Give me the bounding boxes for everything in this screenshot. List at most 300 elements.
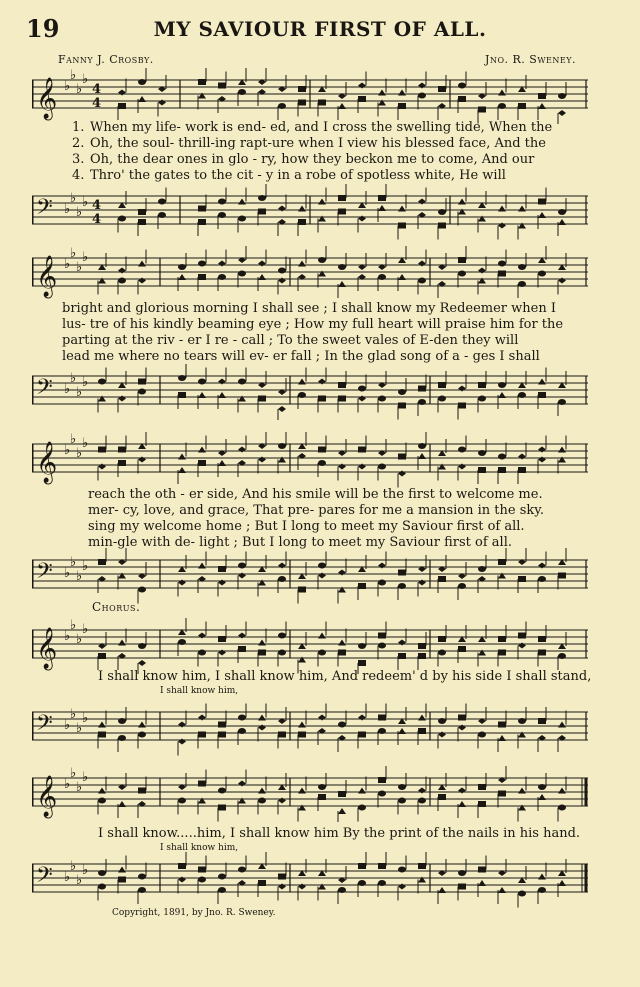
note-head	[338, 791, 346, 797]
note-head	[178, 798, 186, 804]
note-head	[418, 443, 426, 449]
note-head	[238, 646, 246, 652]
note-head	[518, 206, 526, 212]
note-head	[118, 867, 126, 873]
note-head	[138, 887, 146, 893]
note-head	[298, 732, 306, 738]
note-head	[338, 281, 346, 287]
note-head	[378, 90, 386, 96]
note-head	[238, 798, 246, 804]
note-head	[458, 271, 466, 277]
note-head	[338, 103, 346, 109]
flat-icon: ♭	[76, 632, 83, 647]
treble-clef-icon: 𝄞	[36, 256, 58, 297]
flat-icon: ♭	[76, 205, 83, 220]
verse-4-line-3: min-gle with de- light ; But I long to meet my Saviour first of all.	[88, 535, 512, 550]
note-head	[158, 100, 166, 106]
note-head	[398, 454, 406, 460]
note-head	[398, 206, 406, 212]
note-head	[558, 880, 566, 886]
treble-staff	[32, 618, 588, 674]
note-head	[138, 79, 146, 85]
note-head	[278, 278, 286, 284]
note-head	[118, 735, 126, 741]
note-head	[538, 93, 546, 99]
note-head	[398, 471, 406, 477]
verse-3-line-1	[72, 152, 534, 168]
note-head	[538, 636, 546, 642]
note-head	[318, 100, 326, 106]
note-head	[538, 784, 546, 790]
note-head	[238, 379, 246, 385]
note-head	[218, 83, 226, 89]
note-head	[318, 715, 326, 721]
note-head	[98, 464, 106, 470]
note-head	[418, 728, 426, 734]
note-head	[358, 788, 366, 794]
note-head	[438, 794, 446, 800]
composer-credit: Jno. R. Sweney.	[485, 53, 576, 66]
note-head	[98, 396, 106, 402]
note-head	[178, 392, 186, 398]
note-head	[158, 212, 166, 218]
treble-staff	[32, 68, 588, 124]
note-head	[118, 718, 126, 724]
flat-icon: ♭	[70, 432, 77, 447]
note-head	[238, 867, 246, 873]
note-head	[198, 650, 206, 656]
note-head	[338, 722, 346, 728]
flat-icon: ♭	[82, 863, 89, 878]
note-head	[338, 640, 346, 646]
note-head	[358, 83, 366, 89]
note-head	[218, 460, 226, 466]
copyright-notice: Copyright, 1891, by Jno. R. Sweney.	[112, 908, 276, 918]
note-head	[278, 443, 286, 449]
bass-clef-icon: 𝄢	[36, 711, 53, 741]
flat-icon: ♭	[70, 859, 77, 874]
chorus-small-lyric-2: I shall know him,	[160, 843, 239, 853]
verse-2-line-2: lus- tre of his kindly beaming eye ; How my full heart will praise him for the	[62, 317, 564, 332]
note-head	[538, 271, 546, 277]
chorus-label: Chorus.	[92, 600, 141, 614]
note-head	[358, 583, 366, 589]
note-head	[258, 640, 266, 646]
flat-icon: ♭	[76, 260, 83, 275]
note-head	[518, 264, 526, 270]
flat-icon: ♭	[82, 436, 89, 451]
flat-icon: ♭	[82, 250, 89, 265]
note-head	[178, 739, 186, 745]
note-head	[118, 447, 126, 453]
note-head	[418, 580, 426, 586]
note-head	[478, 278, 486, 284]
note-head	[498, 791, 506, 797]
note-head	[558, 93, 566, 99]
note-head	[138, 722, 146, 728]
note-head	[238, 715, 246, 721]
note-head	[198, 206, 206, 212]
flat-icon: ♭	[76, 780, 83, 795]
flat-icon: ♭	[64, 443, 71, 458]
note-head	[518, 891, 526, 897]
note-head	[378, 464, 386, 470]
note-head	[238, 396, 246, 402]
note-head	[198, 261, 206, 267]
note-head	[118, 460, 126, 466]
note-head	[338, 808, 346, 814]
note-head	[258, 798, 266, 804]
note-head	[558, 399, 566, 405]
note-head	[358, 464, 366, 470]
note-head	[318, 199, 326, 205]
note-head	[378, 880, 386, 886]
note-head	[278, 406, 286, 412]
note-head	[418, 199, 426, 205]
note-head	[558, 788, 566, 794]
flat-icon: ♭	[76, 721, 83, 736]
note-head	[218, 636, 226, 642]
note-head	[98, 884, 106, 890]
note-head	[538, 887, 546, 893]
note-head	[458, 715, 466, 721]
note-head	[318, 573, 326, 579]
verse-2-line-1	[72, 136, 546, 152]
note-head	[118, 103, 126, 109]
note-head	[378, 205, 386, 211]
note-head	[138, 874, 146, 880]
note-head	[278, 633, 286, 639]
flat-icon: ♭	[70, 555, 77, 570]
note-head	[458, 583, 466, 589]
note-head	[218, 199, 226, 205]
treble-clef-icon: 𝄞	[36, 776, 58, 817]
flat-icon: ♭	[76, 873, 83, 888]
flat-icon: ♭	[64, 202, 71, 217]
chorus-line-1: I shall know him, I shall know him, And redeem' d by his side I shall stand,	[98, 669, 592, 684]
flat-icon: ♭	[70, 766, 77, 781]
note-head	[538, 379, 546, 385]
note-head	[218, 722, 226, 728]
note-head	[198, 781, 206, 787]
note-head	[198, 633, 206, 639]
note-head	[538, 794, 546, 800]
note-head	[438, 887, 446, 893]
note-head	[338, 264, 346, 270]
note-head	[378, 563, 386, 569]
flat-icon: ♭	[64, 718, 71, 733]
verse-3-line-2: parting at the riv - er I re - call ; To the sweet vales of E-den they will	[62, 333, 519, 348]
note-head	[418, 261, 426, 267]
note-head	[238, 781, 246, 787]
note-head	[498, 206, 506, 212]
note-head	[438, 650, 446, 656]
note-head	[398, 274, 406, 280]
note-head	[258, 880, 266, 886]
flat-icon: ♭	[82, 622, 89, 637]
note-head	[378, 791, 386, 797]
note-head	[358, 805, 366, 811]
note-head	[458, 725, 466, 731]
verse-3-line-3: sing my welcome home ; But I long to meet my Saviour first of all.	[88, 519, 525, 534]
note-head	[138, 457, 146, 463]
treble-clef-icon: 𝄞	[36, 78, 58, 119]
treble-clef-icon: 𝄞	[36, 442, 58, 483]
note-head	[138, 643, 146, 649]
note-head	[198, 93, 206, 99]
note-head	[538, 212, 546, 218]
note-head	[298, 219, 306, 225]
note-head	[358, 880, 366, 886]
note-head	[218, 874, 226, 880]
note-head	[98, 379, 106, 385]
note-head	[418, 715, 426, 721]
flat-icon: ♭	[76, 385, 83, 400]
note-head	[138, 379, 146, 385]
note-head	[378, 728, 386, 734]
note-head	[338, 464, 346, 470]
note-head	[398, 389, 406, 395]
note-head	[478, 107, 486, 113]
note-head	[318, 794, 326, 800]
note-head	[518, 732, 526, 738]
note-head	[138, 96, 146, 102]
note-head	[498, 392, 506, 398]
note-head	[238, 199, 246, 205]
note-head	[238, 563, 246, 569]
note-head	[338, 887, 346, 893]
note-head	[458, 884, 466, 890]
note-head	[98, 559, 106, 565]
note-head	[238, 447, 246, 453]
flat-icon: ♭	[70, 191, 77, 206]
note-head	[558, 447, 566, 453]
note-head	[138, 261, 146, 267]
note-head	[478, 801, 486, 807]
note-head	[378, 100, 386, 106]
note-head	[298, 657, 306, 663]
note-head	[558, 110, 566, 116]
note-head	[458, 464, 466, 470]
note-head	[98, 278, 106, 284]
note-head	[398, 223, 406, 229]
note-head	[298, 788, 306, 794]
note-head	[218, 650, 226, 656]
note-head	[278, 563, 286, 569]
note-head	[438, 576, 446, 582]
note-head	[378, 715, 386, 721]
note-head	[198, 274, 206, 280]
note-head	[178, 467, 186, 473]
flat-icon: ♭	[76, 569, 83, 584]
note-head	[498, 103, 506, 109]
note-head	[518, 454, 526, 460]
note-head	[498, 722, 506, 728]
note-head	[198, 460, 206, 466]
note-head	[318, 563, 326, 569]
note-head	[178, 375, 186, 381]
note-head	[278, 798, 286, 804]
bass-staff	[32, 548, 588, 604]
note-head	[558, 278, 566, 284]
bass-clef-icon: 𝄢	[36, 195, 53, 225]
verse-4-line-1	[72, 168, 506, 184]
note-head	[538, 563, 546, 569]
note-head	[498, 559, 506, 565]
note-head	[218, 392, 226, 398]
note-head	[438, 86, 446, 92]
bass-clef-icon: 𝄢	[36, 863, 53, 893]
note-head	[338, 396, 346, 402]
note-head	[418, 653, 426, 659]
note-head	[278, 103, 286, 109]
note-head	[218, 212, 226, 218]
note-head	[278, 874, 286, 880]
note-head	[498, 887, 506, 893]
note-head	[218, 261, 226, 267]
note-head	[538, 447, 546, 453]
note-head	[398, 867, 406, 873]
verse-1-line-1	[72, 120, 552, 136]
note-head	[198, 798, 206, 804]
note-head	[338, 382, 346, 388]
note-head	[278, 650, 286, 656]
note-head	[458, 788, 466, 794]
note-head	[398, 728, 406, 734]
note-head	[538, 392, 546, 398]
note-head	[478, 216, 486, 222]
flat-icon: ♭	[64, 79, 71, 94]
note-head	[418, 788, 426, 794]
note-head	[418, 399, 426, 405]
note-head	[378, 195, 386, 201]
verse-number: 4.	[72, 168, 85, 183]
note-head	[478, 396, 486, 402]
note-head	[478, 732, 486, 738]
note-head	[398, 798, 406, 804]
note-head	[98, 653, 106, 659]
note-head	[398, 570, 406, 576]
note-head	[198, 392, 206, 398]
flat-icon: ♭	[82, 770, 89, 785]
note-head	[398, 640, 406, 646]
note-head	[318, 396, 326, 402]
note-head	[518, 718, 526, 724]
note-head	[218, 566, 226, 572]
note-head	[278, 268, 286, 274]
note-head	[438, 209, 446, 215]
note-head	[458, 870, 466, 876]
note-head	[198, 219, 206, 225]
note-head	[318, 633, 326, 639]
note-head	[358, 447, 366, 453]
note-head	[418, 93, 426, 99]
bass-staff	[32, 364, 588, 420]
note-head	[238, 633, 246, 639]
note-head	[498, 90, 506, 96]
note-head	[358, 96, 366, 102]
note-head	[398, 653, 406, 659]
verse-4-line-2: lead me where no tears will ev- er fall ; In the glad song of a - ges I shall	[62, 349, 540, 364]
note-head	[98, 788, 106, 794]
note-head	[298, 86, 306, 92]
note-head	[418, 798, 426, 804]
note-head	[558, 805, 566, 811]
note-head	[258, 725, 266, 731]
note-head	[518, 643, 526, 649]
note-head	[418, 643, 426, 649]
note-head	[458, 209, 466, 215]
note-head	[258, 457, 266, 463]
note-head	[398, 884, 406, 890]
note-head	[238, 89, 246, 95]
bass-clef-icon: 𝄢	[36, 559, 53, 589]
note-head	[518, 103, 526, 109]
note-head	[498, 735, 506, 741]
note-head	[458, 386, 466, 392]
note-head	[398, 103, 406, 109]
note-head	[298, 805, 306, 811]
note-head	[378, 643, 386, 649]
note-head	[138, 278, 146, 284]
note-head	[478, 382, 486, 388]
note-head	[298, 884, 306, 890]
note-head	[138, 587, 146, 593]
flat-icon: ♭	[64, 382, 71, 397]
note-head	[218, 732, 226, 738]
note-head	[438, 396, 446, 402]
time-signature-icon: 4	[92, 198, 102, 213]
note-head	[478, 880, 486, 886]
note-head	[238, 573, 246, 579]
bass-staff	[32, 184, 588, 240]
note-head	[98, 447, 106, 453]
note-head	[118, 90, 126, 96]
note-head	[518, 633, 526, 639]
note-head	[518, 467, 526, 473]
note-head	[318, 257, 326, 263]
note-head	[538, 457, 546, 463]
lyric-text: When my life- work is end- ed, and I cross the swelling tide, When the	[90, 120, 553, 135]
note-head	[238, 728, 246, 734]
lyricist-credit: Fanny J. Crosby.	[58, 53, 154, 66]
note-head	[178, 454, 186, 460]
note-head	[478, 867, 486, 873]
note-head	[218, 887, 226, 893]
note-head	[478, 450, 486, 456]
treble-staff	[32, 766, 588, 822]
note-head	[338, 209, 346, 215]
flat-icon: ♭	[76, 82, 83, 97]
note-head	[278, 732, 286, 738]
note-head	[198, 563, 206, 569]
note-head	[458, 257, 466, 263]
note-head	[378, 633, 386, 639]
note-head	[258, 209, 266, 215]
note-head	[358, 396, 366, 402]
verse-number: 2.	[72, 136, 85, 151]
flat-icon: ♭	[64, 566, 71, 581]
verse-1-line-3: reach the oth - er side, And his smile will be the first to welcome me.	[88, 487, 543, 502]
note-head	[278, 457, 286, 463]
note-head	[198, 447, 206, 453]
verse-2-line-3: mer- cy, love, and grace, That pre- pares for me a mansion in the sky.	[88, 503, 545, 518]
note-head	[458, 199, 466, 205]
note-head	[338, 570, 346, 576]
treble-staff	[32, 246, 588, 302]
note-head	[258, 650, 266, 656]
note-head	[118, 573, 126, 579]
